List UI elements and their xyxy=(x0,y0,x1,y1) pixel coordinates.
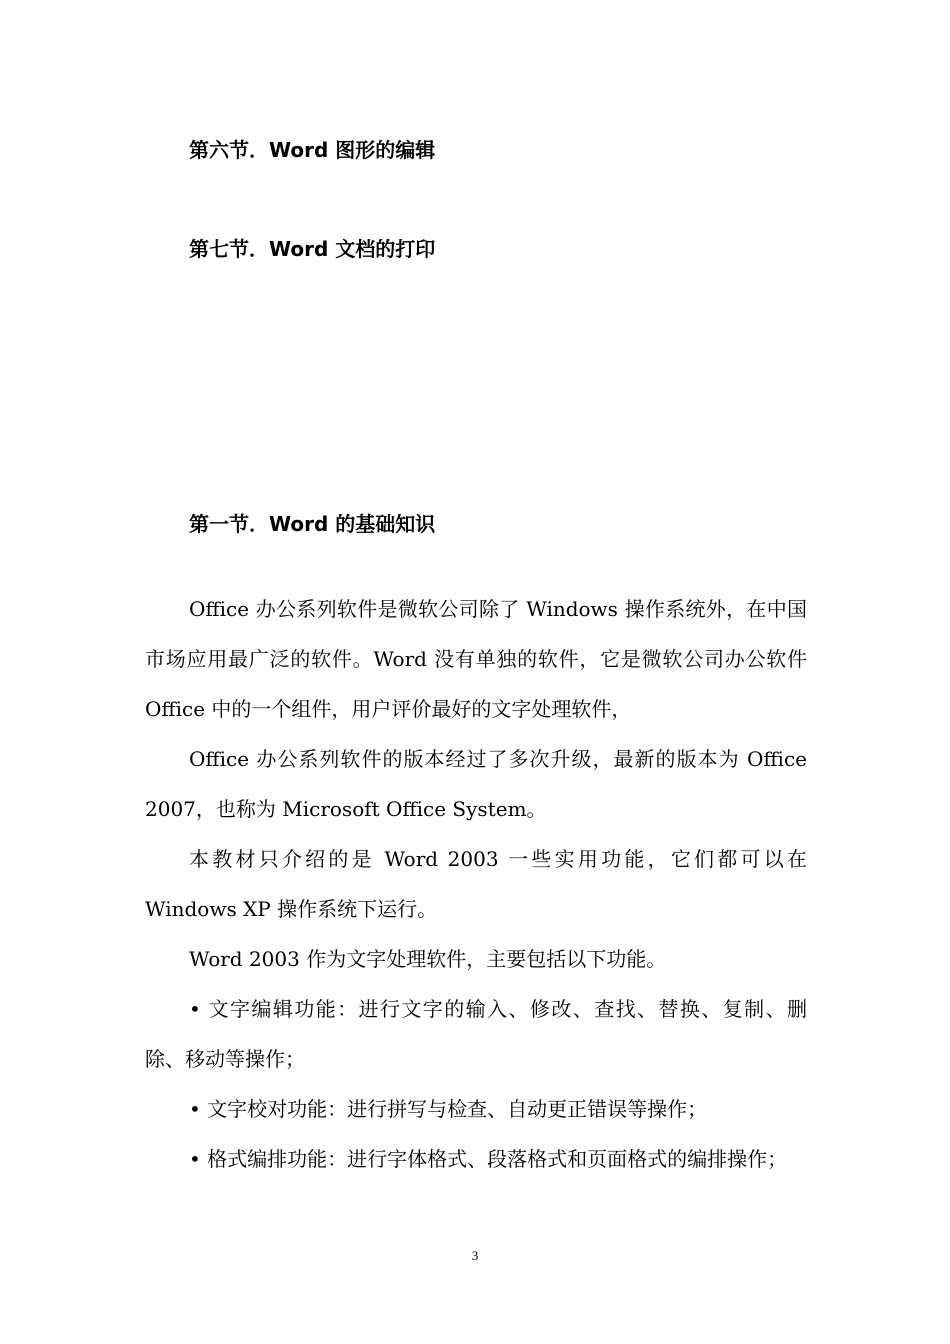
paragraph-textbook-scope: 本教材只介绍的是 Word 2003 一些实用功能，它们都可以在 Windows XP 操作系统下运行。 xyxy=(145,847,807,921)
paragraph-office-versions: Office 办公系列软件的版本经过了多次升级，最新的版本为 Office 2007，也称为 Microsoft Office System。 xyxy=(145,747,807,821)
list-item-proofreading: • 文字校对功能：进行拼写与检查、自动更正错误等操作； xyxy=(189,1097,708,1121)
list-item-formatting: • 格式编排功能：进行字体格式、段落格式和页面格式的编排操作； xyxy=(189,1147,788,1171)
body-text xyxy=(145,584,807,1184)
paragraph-office-intro: Office 办公系列软件是微软公司除了 Windows 操作系统外，在中国市场应用最广泛的软件。Word 没有单独的软件，它是微软公司办公软件 Office 中的一个组件，用户评价最好的文字处理软件， xyxy=(145,597,807,721)
heading-section-1: 第一节．Word 的基础知识 xyxy=(189,512,436,536)
paragraph-word-functions: Word 2003 作为文字处理软件，主要包括以下功能。 xyxy=(189,947,667,971)
heading-section-6: 第六节．Word 图形的编辑 xyxy=(189,138,436,162)
heading-section-7: 第七节．Word 文档的打印 xyxy=(189,237,436,261)
page-number: 3 xyxy=(471,1248,479,1263)
list-item-text-editing: • 文字编辑功能：进行文字的输入、修改、查找、替换、复制、删除、移动等操作； xyxy=(145,997,807,1071)
